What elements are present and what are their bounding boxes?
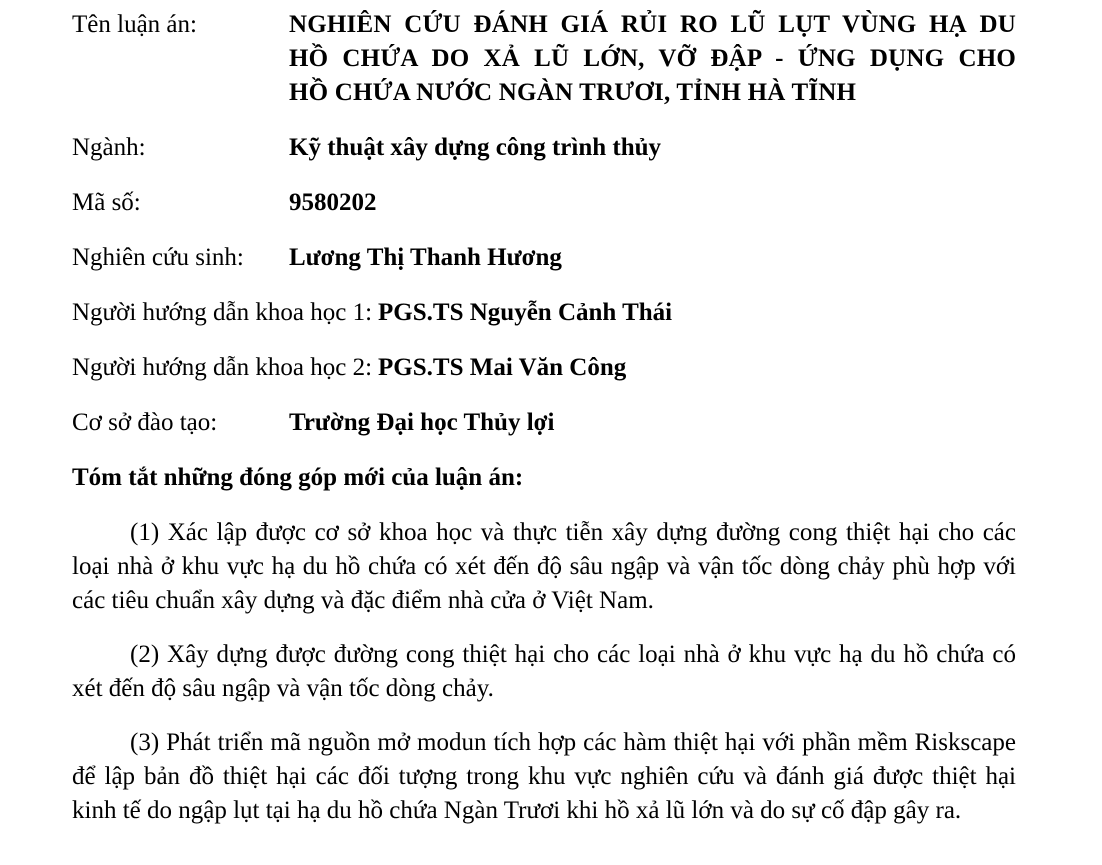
supervisor-2-row (72, 351, 1016, 385)
supervisor-2-value: PGS.TS Mai Văn Công (378, 354, 627, 381)
supervisor-2-label: Người hướng dẫn khoa học 2: (72, 354, 373, 381)
major-label: Ngành: (72, 134, 146, 161)
candidate-value: Lương Thị Thanh Hương (289, 244, 562, 271)
thesis-title-line-3: HỒ CHỨA NƯỚC NGÀN TRƯƠI, TỈNH HÀ TĨNH (289, 79, 857, 106)
institution-row (72, 406, 1016, 440)
institution-value: Trường Đại học Thủy lợi (289, 409, 555, 436)
code-row (72, 186, 1016, 220)
contribution-paragraph-1: (1) Xác lập được cơ sở khoa học và thực tiễn xây dựng đường cong thiệt hại cho các loại nhà ở khu vực hạ du hồ chứa có xét đến độ sâu ngập và vận tốc dòng chảy phù hợp với các tiêu chuẩn xây dựng và đặc điểm nhà cửa ở Việt Nam. (72, 519, 1016, 614)
code-label: Mã số: (72, 189, 141, 216)
major-value: Kỹ thuật xây dựng công trình thủy (289, 134, 662, 161)
thesis-title (289, 8, 1016, 110)
contribution-paragraph-2: (2) Xây dựng được đường cong thiệt hại cho các loại nhà ở khu vực hạ du hồ chứa có xét đến độ sâu ngập và vận tốc dòng chảy. (72, 641, 1016, 702)
major-row (72, 131, 1016, 165)
thesis-title-line-1: NGHIÊN CỨU ĐÁNH GIÁ RỦI RO LŨ LỤT VÙNG HẠ DU (289, 11, 1016, 38)
candidate-row (72, 241, 1016, 275)
thesis-title-row (72, 8, 1016, 110)
thesis-title-label: Tên luận án: (72, 11, 197, 38)
supervisor-1-value: PGS.TS Nguyễn Cảnh Thái (378, 299, 673, 326)
supervisor-1-row (72, 296, 1016, 330)
supervisor-1-label: Người hướng dẫn khoa học 1: (72, 299, 373, 326)
summary-heading: Tóm tắt những đóng góp mới của luận án: (72, 464, 524, 491)
thesis-info-page (72, 8, 1016, 828)
candidate-label: Nghiên cứu sinh: (72, 244, 244, 271)
contribution-paragraph-3: (3) Phát triển mã nguồn mở modun tích hợp các hàm thiệt hại với phần mềm Riskscape để lập bản đồ thiệt hại các đối tượng trong khu vực nghiên cứu và đánh giá được thiệt hại kinh tế do ngập lụt tại hạ du hồ chứa Ngàn Trươi khi hồ xả lũ lớn và do sự cố đập gây ra. (72, 729, 1016, 824)
institution-label: Cơ sở đào tạo: (72, 409, 218, 436)
thesis-title-line-2: HỒ CHỨA DO XẢ LŨ LỚN, VỠ ĐẬP - ỨNG DỤNG CHO (289, 45, 1016, 72)
code-value: 9580202 (289, 189, 377, 216)
